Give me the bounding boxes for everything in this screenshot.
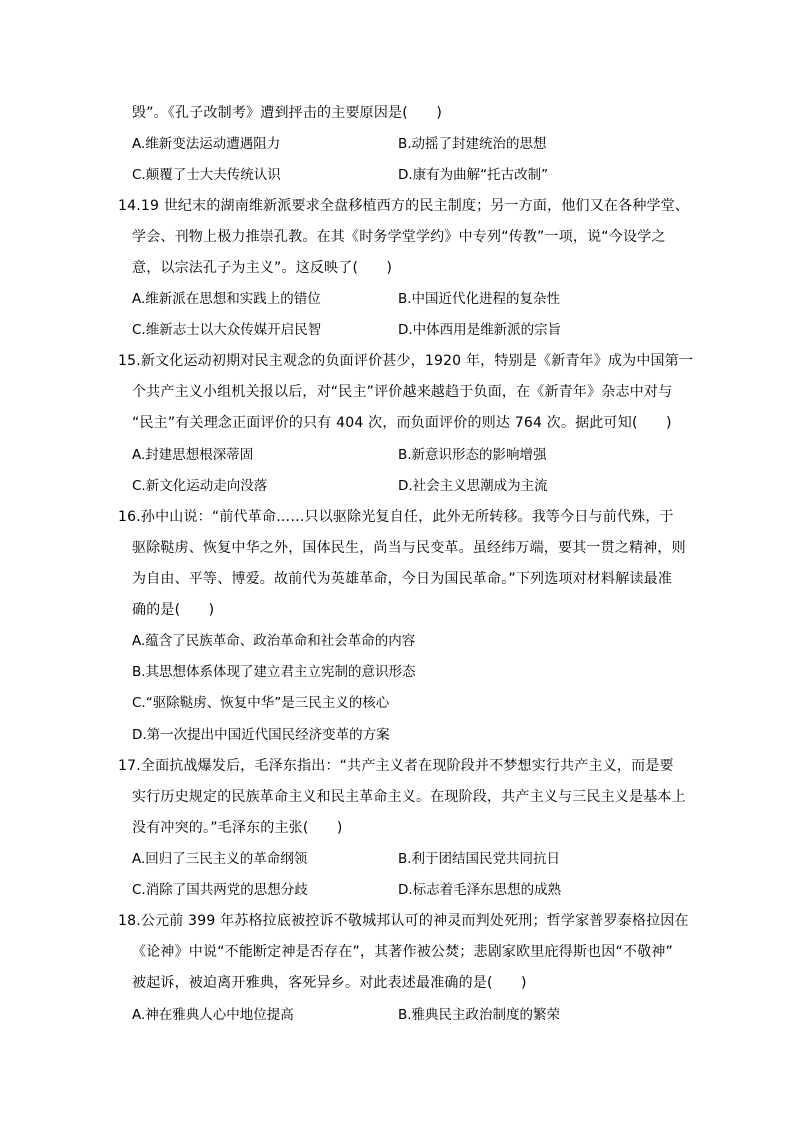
q16-stem-line-4: 确的是( ): [132, 602, 215, 618]
q17-option-a[interactable]: A.回归了三民主义的革命纲领: [132, 851, 308, 867]
q15-stem-line-2: 个共产主义小组机关报以后，对“民主”评价越来越趋于负面，在《新青年》杂志中对与: [132, 384, 673, 400]
q17-stem-line-3: 没有冲突的。”毛泽东的主张( ): [132, 820, 343, 836]
q16-option-c[interactable]: C.“驱除鞑虏、恢复中华”是三民主义的核心: [132, 695, 390, 711]
q16-option-a[interactable]: A.蕴含了民族革命、政治革命和社会革命的内容: [132, 633, 416, 649]
q14-option-b[interactable]: B.中国近代化进程的复杂性: [398, 291, 561, 307]
q17-option-d[interactable]: D.标志着毛泽东思想的成熟: [398, 882, 562, 898]
q14-option-a[interactable]: A.维新派在思想和实践上的错位: [132, 291, 321, 307]
q18-option-a[interactable]: A.神在雅典人心中地位提高: [132, 1007, 294, 1023]
q17-stem-line-1: 17.全面抗战爆发后，毛泽东指出：“共产主义者在现阶段并不梦想实行共产主义，而是要: [118, 758, 674, 774]
q14-option-c[interactable]: C.维新志士以大众传媒开启民智: [132, 322, 322, 338]
q17-option-c[interactable]: C.消除了国共两党的思想分歧: [132, 882, 308, 898]
q17-stem-line-2: 实行历史规定的民族革命主义和民主革命主义。在现阶段，共产主义与三民主义是基本上: [132, 789, 686, 805]
q14-stem-line-1: 14.19 世纪末的湖南维新派要求全盘移植西方的民主制度；另一方面，他们又在各种学堂、: [118, 198, 690, 214]
q16-stem-line-2: 驱除鞑虏、恢复中华之外，国体民生，尚当与民变革。虽经纬万端，要其一贯之精神，则: [132, 540, 686, 556]
q18-stem-line-2: 《论神》中说“不能断定神是否存在”，其著作被公焚；悲剧家欧里庇得斯也因“不敬神”: [132, 944, 674, 960]
q18-option-b[interactable]: B.雅典民主政治制度的繁荣: [398, 1007, 561, 1023]
q17-option-b[interactable]: B.利于团结国民党共同抗日: [398, 851, 561, 867]
q13-stem-tail: 毁”。《孔子改制考》遭到抨击的主要原因是( ): [132, 105, 442, 121]
q16-stem-line-3: 为自由、平等、博爱。故前代为英雄革命，今日为国民革命。”下列选项对材料解读最准: [132, 571, 673, 587]
q13-option-b[interactable]: B.动摇了封建统治的思想: [398, 136, 547, 152]
q15-option-c[interactable]: C.新文化运动走向没落: [132, 478, 268, 494]
q13-option-a[interactable]: A.维新变法运动遭遇阻力: [132, 136, 281, 152]
q16-option-b[interactable]: B.其思想体系体现了建立君主立宪制的意识形态: [132, 664, 416, 680]
q13-option-c[interactable]: C.颠覆了士大夫传统认识: [132, 167, 281, 183]
q13-option-d[interactable]: D.康有为曲解“托古改制”: [398, 167, 549, 183]
q18-stem-line-3: 被起诉，被迫离开雅典，客死异乡。对此表述最准确的是( ): [132, 975, 527, 991]
q14-stem-line-2: 学会、刊物上极力推崇孔教。在其《时务学堂学约》中专列“传教”一项，说“今设学之: [132, 229, 666, 245]
q15-stem-line-3: “民主”有关理念正面评价的只有 404 次，而负面评价的则达 764 次。据此可知( ): [132, 415, 672, 431]
q15-option-b[interactable]: B.新意识形态的影响增强: [398, 447, 547, 463]
q18-stem-line-1: 18.公元前 399 年苏格拉底被控诉不敬城邦认可的神灵而判处死刑；哲学家普罗泰格拉因在: [118, 913, 689, 929]
q16-option-d[interactable]: D.第一次提出中国近代国民经济变革的方案: [132, 727, 390, 743]
q14-stem-line-3: 意，以宗法孔子为主义”。这反映了( ): [132, 260, 393, 276]
q15-option-d[interactable]: D.社会主义思潮成为主流: [398, 478, 548, 494]
q15-stem-line-1: 15.新文化运动初期对民主观念的负面评价甚少，1920 年，特别是《新青年》成为中国第一: [118, 353, 694, 369]
q14-option-d[interactable]: D.中体西用是维新派的宗旨: [398, 322, 562, 338]
q15-option-a[interactable]: A.封建思想根深蒂固: [132, 447, 254, 463]
q16-stem-line-1: 16.孙中山说：“前代革命……只以驱除光复自任，此外无所转移。我等今日与前代殊，于: [118, 509, 674, 525]
